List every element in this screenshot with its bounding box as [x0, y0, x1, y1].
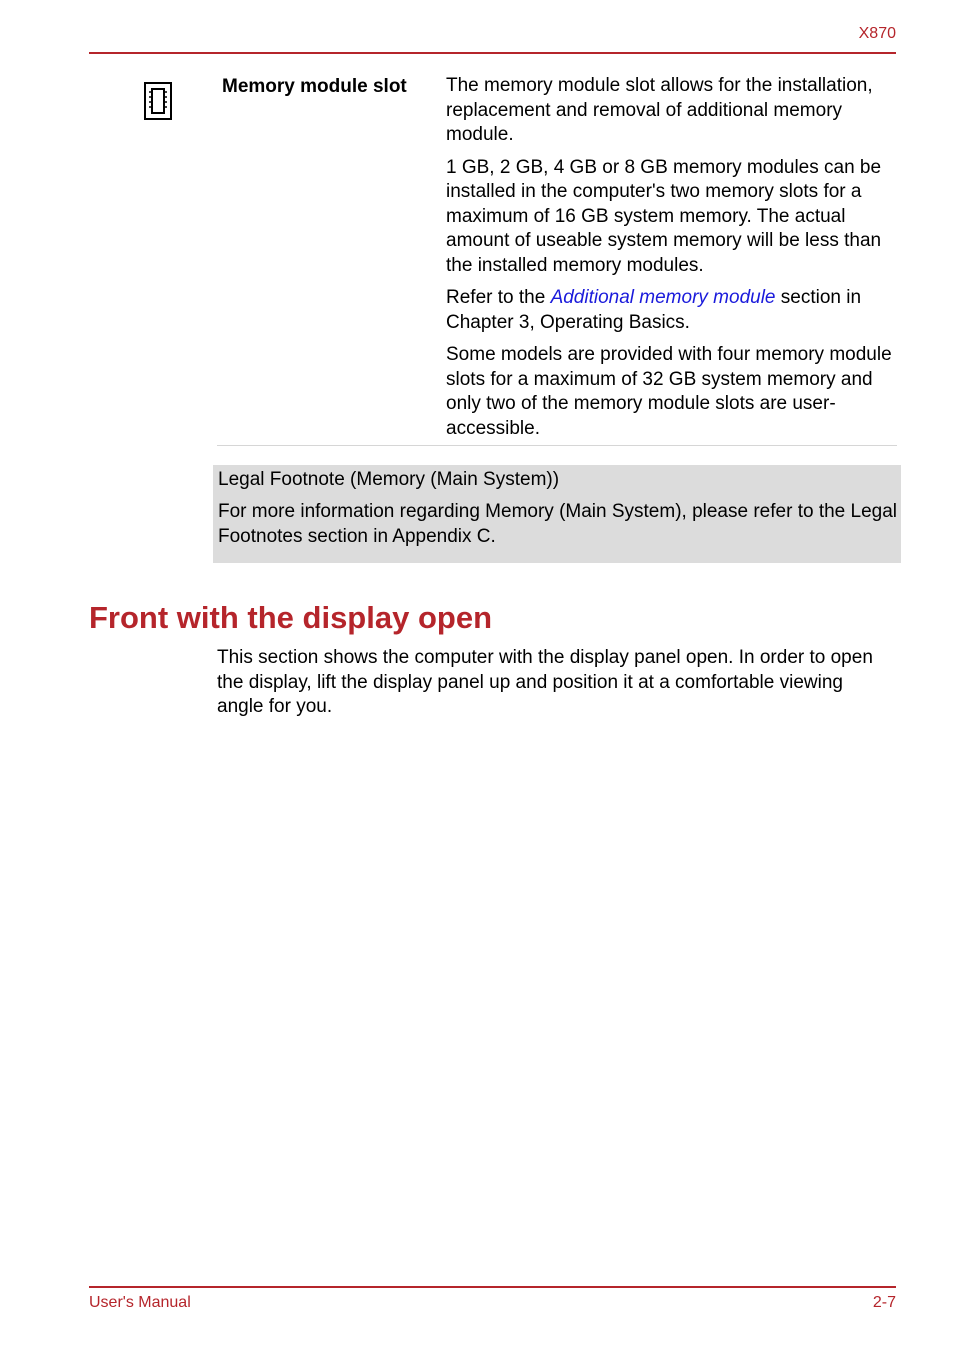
legal-footnote-box [213, 465, 901, 563]
additional-memory-module-link[interactable]: Additional memory module [550, 287, 776, 308]
description-paragraph-reference [446, 286, 901, 335]
reference-text-after: section in Chapter 3, Operating Basics. [446, 287, 862, 333]
description-paragraph: The memory module slot allows for the installation, replacement and removal of additional memory module. [446, 75, 873, 145]
term-description [446, 74, 901, 449]
memory-chip-icon [141, 81, 175, 121]
section-heading: Front with the display open [89, 600, 492, 635]
reference-text-before: Refer to the [446, 287, 551, 308]
legal-footnote-title: Legal Footnote (Memory (Main System)) [218, 469, 560, 490]
page-number: 2-7 [872, 1294, 896, 1311]
footer-manual-title: User's Manual [89, 1294, 191, 1311]
footer-divider [89, 1286, 896, 1288]
legal-footnote-text: For more information regarding Memory (Main System), please refer to the Legal Footnotes section in Appendix C. [218, 501, 897, 547]
section-body: This section shows the computer with the display panel open. In order to open the display, lift the display panel up and position it at a comfortable viewing angle for you. [217, 647, 873, 717]
table-divider [217, 445, 897, 446]
model-name: X870 [858, 25, 896, 42]
term-memory-module-slot: Memory module slot [222, 76, 407, 97]
description-paragraph: 1 GB, 2 GB, 4 GB or 8 GB memory modules can be installed in the computer's two memory slots for a maximum of 16 GB system memory. The actual amount of useable system memory will be less than the installed memory modules. [446, 156, 882, 276]
header-divider [89, 52, 896, 54]
description-paragraph: Some models are provided with four memory module slots for a maximum of 32 GB system memory and only two of the memory module slots are user-accessible. [446, 344, 892, 439]
